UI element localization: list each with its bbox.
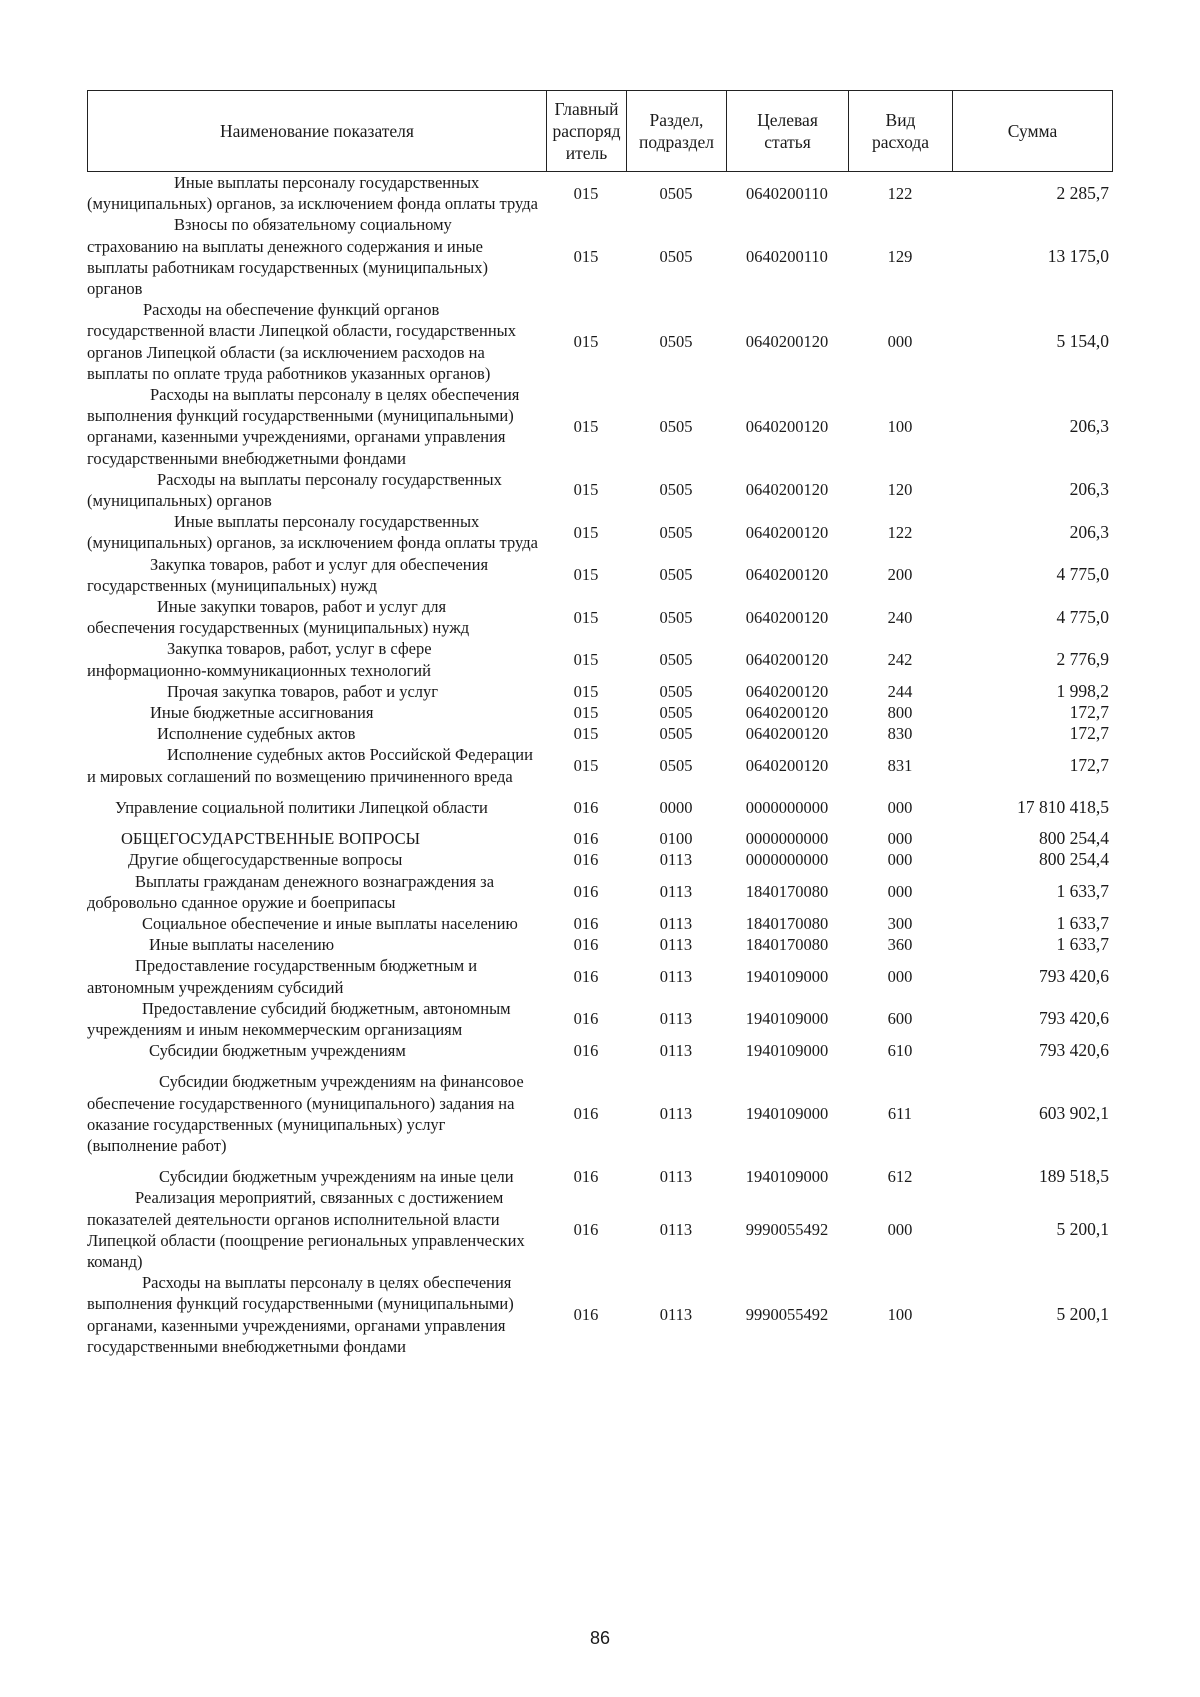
table-row [87, 998, 1112, 1040]
chief-code: 016 [573, 829, 599, 849]
chief-code: 016 [573, 913, 599, 933]
section-code: 0113 [659, 1167, 693, 1187]
expense-type: 100 [887, 1304, 913, 1324]
section-code: 0113 [659, 966, 693, 986]
amount: 17 810 418,5 [1017, 796, 1109, 817]
row-name: Расходы на выплаты персоналу государственных (муниципальных) органов [87, 469, 502, 511]
chief-code: 015 [573, 756, 599, 776]
expense-type: 831 [887, 756, 913, 776]
chief-code: 016 [573, 1167, 599, 1187]
section-code: 0113 [659, 935, 693, 955]
expense-type: 612 [887, 1167, 913, 1187]
target-code: 0640200110 [746, 247, 828, 267]
row-name: Иные выплаты персоналу государственных (муниципальных) органов, за исключением фонда оплаты труда [87, 512, 538, 553]
chief-code: 015 [573, 650, 599, 670]
table-row [87, 723, 1112, 744]
table-row [87, 818, 1112, 849]
table-row [87, 871, 1112, 913]
amount: 5 200,1 [1056, 1303, 1109, 1324]
header-type: Вид расхода [849, 91, 953, 172]
target-code: 1840170080 [745, 882, 829, 902]
amount: 5 200,1 [1056, 1219, 1109, 1240]
target-code: 0000000000 [745, 850, 829, 870]
amount: 1 633,7 [1056, 881, 1109, 902]
target-code: 1840170080 [745, 935, 829, 955]
table-header [87, 90, 1113, 172]
target-code: 1940109000 [745, 966, 829, 986]
target-code: 0640200120 [745, 607, 829, 627]
section-code: 0100 [659, 829, 693, 849]
section-code: 0113 [659, 1304, 693, 1324]
row-name: Иные бюджетные ассигнования [150, 703, 374, 723]
table-row [87, 1156, 1112, 1187]
row-name: Закупка товаров, работ и услуг для обеспечения государственных (муниципальных) нужд [87, 554, 489, 595]
row-name: Расходы на выплаты персоналу в целях обеспечения выполнения функций государственными (муниципальными) органами, казенными учреждениями, органами управления государственными внебюджетными фондами [87, 385, 520, 468]
chief-code: 015 [573, 247, 599, 267]
row-name: Субсидии бюджетным учреждениям [149, 1041, 406, 1061]
amount: 206,3 [1069, 479, 1109, 500]
chief-code: 016 [573, 966, 599, 986]
table-row [87, 511, 1112, 553]
target-code: 0640200120 [745, 756, 829, 776]
amount: 793 420,6 [1039, 1040, 1109, 1061]
chief-code: 016 [573, 1304, 599, 1324]
chief-code: 015 [573, 183, 599, 203]
target-code: 0640200110 [746, 183, 828, 203]
table-row [87, 913, 1112, 934]
amount: 13 175,0 [1047, 246, 1109, 267]
amount: 4 775,0 [1056, 564, 1109, 585]
section-code: 0505 [659, 522, 693, 542]
amount: 2 776,9 [1056, 649, 1109, 670]
target-code: 0640200120 [745, 416, 829, 436]
amount: 793 420,6 [1039, 1008, 1109, 1029]
header-target: Целевая статья [727, 91, 849, 172]
row-name: Иные выплаты населению [149, 935, 335, 955]
chief-code: 015 [573, 416, 599, 436]
section-code: 0505 [659, 703, 693, 723]
expense-type: 000 [887, 1220, 913, 1240]
chief-code: 016 [573, 797, 599, 817]
expense-type: 100 [887, 416, 913, 436]
amount: 800 254,4 [1039, 828, 1109, 849]
target-code: 0640200120 [745, 703, 829, 723]
expense-type: 240 [887, 607, 913, 627]
section-code: 0505 [659, 607, 693, 627]
target-code: 1940109000 [745, 1104, 829, 1124]
target-code: 0640200120 [745, 724, 829, 744]
table-row [87, 702, 1112, 723]
amount: 189 518,5 [1039, 1166, 1109, 1187]
row-name: Предоставление субсидий бюджетным, автономным учреждениям и иным некоммерческим организациям [87, 998, 511, 1039]
table-row [87, 787, 1112, 818]
amount: 793 420,6 [1039, 965, 1109, 986]
row-name: Исполнение судебных актов Российской Федерации и мировых соглашений по возмещению причиненного вреда [87, 745, 533, 786]
row-name: Социальное обеспечение и иные выплаты населению [142, 913, 518, 933]
table-row [87, 934, 1112, 955]
section-code: 0505 [659, 565, 693, 585]
expense-type: 000 [887, 966, 913, 986]
target-code: 1840170080 [745, 913, 829, 933]
header-sum: Сумма [953, 91, 1113, 172]
table-row [87, 681, 1112, 702]
chief-code: 016 [573, 882, 599, 902]
target-code: 0640200120 [745, 650, 829, 670]
section-code: 0505 [659, 480, 693, 500]
target-code: 1940109000 [745, 1167, 829, 1187]
amount: 1 633,7 [1056, 934, 1109, 955]
section-code: 0113 [659, 850, 693, 870]
row-name: Исполнение судебных актов [157, 724, 356, 744]
expense-type: 360 [887, 935, 913, 955]
row-name: Иные закупки товаров, работ и услуг для обеспечения государственных (муниципальных) нужд [87, 597, 470, 638]
expense-type: 800 [887, 703, 913, 723]
target-code: 0640200120 [745, 522, 829, 542]
table-row [87, 744, 1112, 786]
row-name: Расходы на выплаты персоналу в целях обеспечения выполнения функций государственными (муниципальными) органами, казенными учреждениями, органами управления государственными внебюджетными фондами [87, 1273, 514, 1356]
table-row [87, 849, 1112, 870]
table-row [87, 1061, 1112, 1156]
chief-code: 016 [573, 935, 599, 955]
expense-table [87, 172, 1112, 1357]
amount: 800 254,4 [1039, 849, 1109, 870]
amount: 1 998,2 [1056, 680, 1109, 701]
chief-code: 016 [573, 1104, 599, 1124]
section-code: 0505 [659, 756, 693, 776]
section-code: 0113 [659, 1104, 693, 1124]
chief-code: 015 [573, 565, 599, 585]
amount: 172,7 [1069, 723, 1109, 744]
header-name: Наименование показателя [88, 91, 547, 172]
chief-code: 016 [573, 850, 599, 870]
section-code: 0505 [659, 650, 693, 670]
table-row [87, 638, 1112, 680]
expense-type: 610 [887, 1041, 913, 1061]
table-row [87, 469, 1112, 511]
section-code: 0505 [659, 724, 693, 744]
row-name: Прочая закупка товаров, работ и услуг [167, 681, 439, 701]
chief-code: 016 [573, 1009, 599, 1029]
row-name: Расходы на обеспечение функций органов государственной власти Липецкой области, государственных органов Липецкой области (за исключением расходов на выплаты по оплате труда работников указанных органов) [87, 300, 516, 383]
section-code: 0113 [659, 1009, 693, 1029]
section-code: 0505 [659, 332, 693, 352]
amount: 206,3 [1069, 415, 1109, 436]
expense-type: 000 [887, 797, 913, 817]
target-code: 9990055492 [745, 1220, 829, 1240]
amount: 4 775,0 [1056, 606, 1109, 627]
amount: 603 902,1 [1039, 1103, 1109, 1124]
header-chief: Главный распоряд итель [547, 91, 627, 172]
chief-code: 015 [573, 522, 599, 542]
target-code: 0000000000 [745, 797, 829, 817]
expense-type: 120 [887, 480, 913, 500]
amount: 172,7 [1069, 755, 1109, 776]
row-name: Выплаты гражданам денежного вознаграждения за добровольно сданное оружие и боеприпасы [87, 871, 495, 912]
expense-type: 000 [887, 332, 913, 352]
expense-type: 000 [887, 882, 913, 902]
table-row [87, 1040, 1112, 1061]
expense-type: 242 [887, 650, 913, 670]
table-row [87, 299, 1112, 384]
chief-code: 015 [573, 607, 599, 627]
row-name: Управление социальной политики Липецкой области [115, 797, 488, 817]
target-code: 0000000000 [745, 829, 829, 849]
section-code: 0505 [659, 681, 693, 701]
row-name: Реализация мероприятий, связанных с достижением показателей деятельности органов исполнительной власти Липецкой области (поощрение региональных управленческих команд) [87, 1188, 525, 1271]
amount: 2 285,7 [1056, 182, 1109, 203]
section-code: 0505 [659, 183, 693, 203]
chief-code: 015 [573, 480, 599, 500]
row-name: Закупка товаров, работ, услуг в сфере информационно-коммуникационных технологий [87, 639, 432, 680]
row-name: Предоставление государственным бюджетным и автономным учреждениям субсидий [87, 956, 478, 997]
expense-type: 129 [887, 247, 913, 267]
target-code: 0640200120 [745, 332, 829, 352]
row-name: Субсидии бюджетным учреждениям на иные цели [159, 1167, 514, 1187]
target-code: 1940109000 [745, 1009, 829, 1029]
expense-type: 600 [887, 1009, 913, 1029]
section-code: 0000 [659, 797, 693, 817]
section-code: 0113 [659, 1220, 693, 1240]
section-code: 0113 [659, 1041, 693, 1061]
chief-code: 015 [573, 703, 599, 723]
row-name: Другие общегосударственные вопросы [128, 850, 403, 870]
expense-type: 000 [887, 850, 913, 870]
section-code: 0113 [659, 913, 693, 933]
chief-code: 015 [573, 724, 599, 744]
table-row [87, 384, 1112, 469]
expense-type: 830 [887, 724, 913, 744]
target-code: 0640200120 [745, 681, 829, 701]
row-name: ОБЩЕГОСУДАРСТВЕННЫЕ ВОПРОСЫ [121, 829, 421, 849]
expense-type: 122 [887, 522, 913, 542]
row-name: Субсидии бюджетным учреждениям на финансовое обеспечение государственного (муниципального) задания на оказание государственных (муниципальных) услуг (выполнение работ) [87, 1072, 524, 1155]
target-code: 0640200120 [745, 565, 829, 585]
table-row [87, 596, 1112, 638]
table-row [87, 172, 1112, 214]
target-code: 1940109000 [745, 1041, 829, 1061]
amount: 172,7 [1069, 702, 1109, 723]
expense-type: 244 [887, 681, 913, 701]
table-row [87, 1187, 1112, 1272]
row-name: Иные выплаты персоналу государственных (муниципальных) органов, за исключением фонда оплаты труда [87, 173, 538, 214]
expense-type: 200 [887, 565, 913, 585]
target-code: 9990055492 [745, 1304, 829, 1324]
amount: 1 633,7 [1056, 912, 1109, 933]
page-number: 86 [589, 1628, 611, 1648]
chief-code: 015 [573, 332, 599, 352]
table-row [87, 955, 1112, 997]
target-code: 0640200120 [745, 480, 829, 500]
amount: 5 154,0 [1056, 331, 1109, 352]
section-code: 0113 [659, 882, 693, 902]
table-row [87, 554, 1112, 596]
section-code: 0505 [659, 247, 693, 267]
section-code: 0505 [659, 416, 693, 436]
header-section: Раздел, подраздел [627, 91, 727, 172]
expense-type: 122 [887, 183, 913, 203]
amount: 206,3 [1069, 521, 1109, 542]
table-row [87, 1272, 1112, 1357]
expense-type: 000 [887, 829, 913, 849]
table-row [87, 214, 1112, 299]
expense-type: 300 [887, 913, 913, 933]
row-name: Взносы по обязательному социальному страхованию на выплаты денежного содержания и иные выплаты работникам государственных (муниципальных) органов [87, 215, 488, 299]
chief-code: 016 [573, 1041, 599, 1061]
chief-code: 016 [573, 1220, 599, 1240]
chief-code: 015 [573, 681, 599, 701]
expense-type: 611 [887, 1104, 913, 1124]
